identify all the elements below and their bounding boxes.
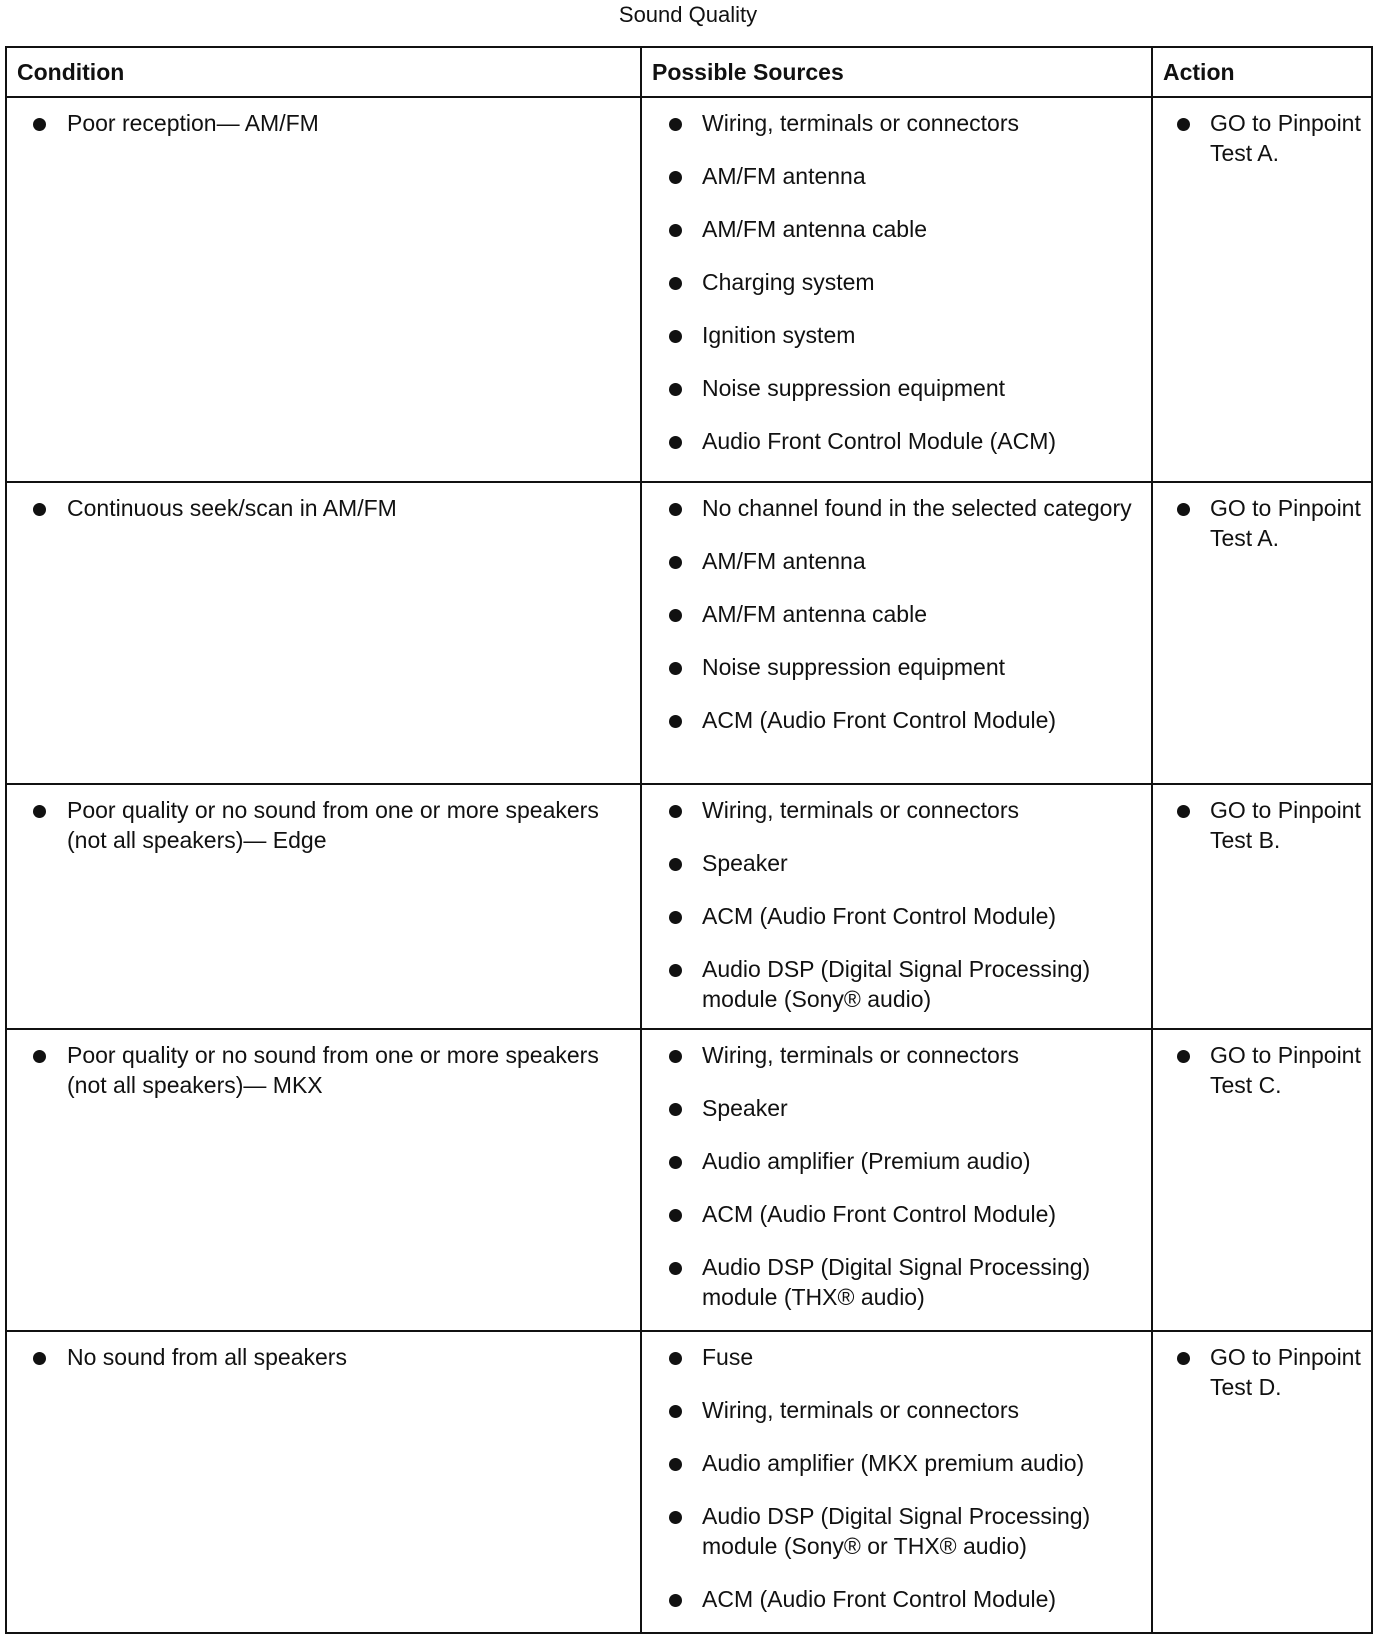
source-item: AM/FM antenna (702, 161, 1139, 191)
condition-cell (6, 1029, 641, 1331)
action-cell (1152, 97, 1372, 482)
source-item: Audio amplifier (MKX premium audio) (702, 1448, 1139, 1478)
source-item: Noise suppression equipment (702, 373, 1139, 403)
source-item: Charging system (702, 267, 1139, 297)
action-text: GO to Pinpoint Test B. (1210, 795, 1367, 855)
source-item: ACM (Audio Front Control Module) (702, 1584, 1139, 1614)
source-item: AM/FM antenna cable (702, 599, 1139, 629)
source-item: Speaker (702, 1093, 1139, 1123)
table-row (6, 1331, 1372, 1633)
sources-cell (641, 1029, 1152, 1331)
action-text: GO to Pinpoint Test D. (1210, 1342, 1367, 1402)
source-item: AM/FM antenna cable (702, 214, 1139, 244)
source-item: Ignition system (702, 320, 1139, 350)
action-text: GO to Pinpoint Test A. (1210, 493, 1367, 553)
source-item: Audio Front Control Module (ACM) (702, 426, 1139, 456)
table-row (6, 482, 1372, 784)
sources-cell (641, 482, 1152, 784)
source-item: Noise suppression equipment (702, 652, 1139, 682)
action-cell (1152, 784, 1372, 1029)
source-item: Fuse (702, 1342, 1139, 1372)
condition-cell (6, 1331, 641, 1633)
source-item: ACM (Audio Front Control Module) (702, 1199, 1139, 1229)
action-text: GO to Pinpoint Test C. (1210, 1040, 1367, 1100)
source-item: ACM (Audio Front Control Module) (702, 705, 1139, 735)
page-title: Sound Quality (618, 2, 758, 27)
source-item: Wiring, terminals or connectors (702, 795, 1139, 825)
source-item: Audio DSP (Digital Signal Processing) module (Sony® or THX® audio) (702, 1501, 1139, 1561)
condition-text: No sound from all speakers (67, 1342, 628, 1372)
sources-cell (641, 1331, 1152, 1633)
source-item: AM/FM antenna (702, 546, 1139, 576)
source-item: Audio DSP (Digital Signal Processing) module (THX® audio) (702, 1252, 1139, 1312)
table-row (6, 784, 1372, 1029)
condition-cell (6, 482, 641, 784)
header-possible-sources: Possible Sources (641, 47, 1152, 97)
condition-text: Poor quality or no sound from one or more speakers (not all speakers)— Edge (67, 795, 628, 855)
action-cell (1152, 482, 1372, 784)
condition-text: Continuous seek/scan in AM/FM (67, 493, 628, 523)
source-item: Audio amplifier (Premium audio) (702, 1146, 1139, 1176)
header-action: Action (1152, 47, 1372, 97)
condition-cell (6, 784, 641, 1029)
source-item: Speaker (702, 848, 1139, 878)
condition-text: Poor reception— AM/FM (67, 108, 628, 138)
table-row (6, 1029, 1372, 1331)
header-condition: Condition (6, 47, 641, 97)
action-cell (1152, 1331, 1372, 1633)
source-item: Wiring, terminals or connectors (702, 108, 1139, 138)
action-text: GO to Pinpoint Test A. (1210, 108, 1367, 168)
header-row (6, 47, 1372, 97)
sound-quality-table (5, 46, 1373, 1634)
action-cell (1152, 1029, 1372, 1331)
sources-cell (641, 784, 1152, 1029)
source-item: Wiring, terminals or connectors (702, 1395, 1139, 1425)
table-row (6, 97, 1372, 482)
source-item: No channel found in the selected category (702, 493, 1139, 523)
source-item: ACM (Audio Front Control Module) (702, 901, 1139, 931)
source-item: Wiring, terminals or connectors (702, 1040, 1139, 1070)
sources-cell (641, 97, 1152, 482)
source-item: Audio DSP (Digital Signal Processing) module (Sony® audio) (702, 954, 1139, 1014)
condition-text: Poor quality or no sound from one or more speakers (not all speakers)— MKX (67, 1040, 628, 1100)
condition-cell (6, 97, 641, 482)
